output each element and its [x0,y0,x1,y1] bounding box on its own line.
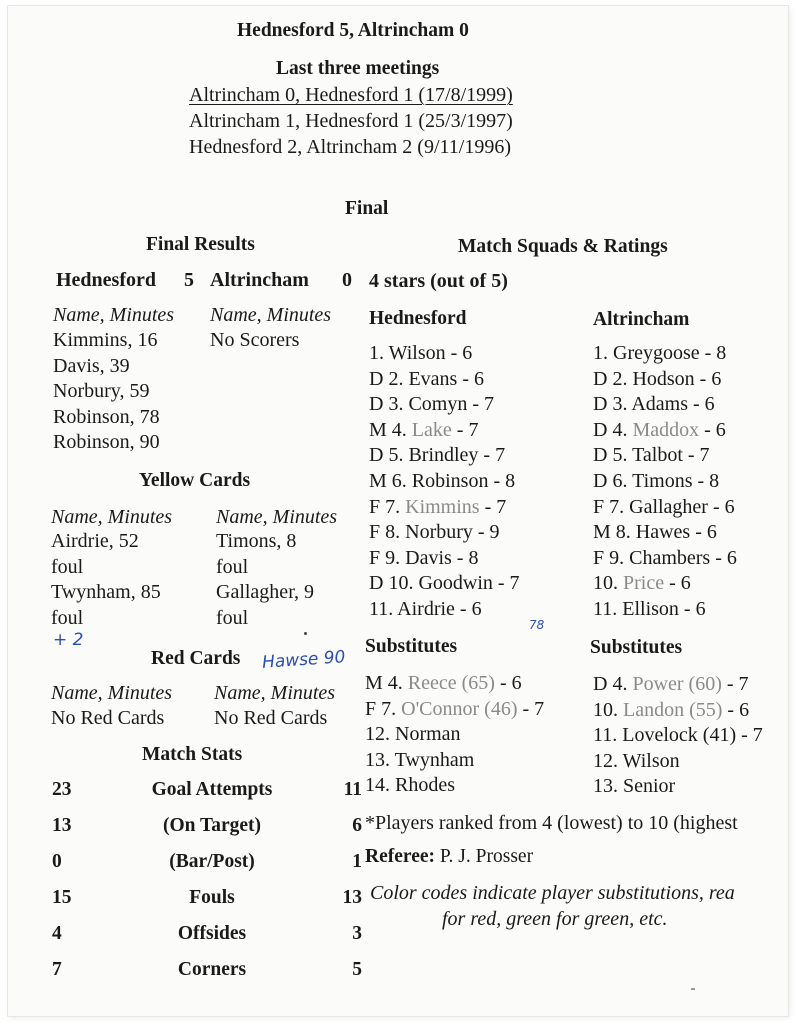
away-subs-list [593,672,763,800]
away-team-name: Altrincham [210,269,309,291]
sub-item: 13. Senior [593,775,676,798]
stat-home-value: 4 [52,923,62,944]
player-item: M 6. Robinson - 8 [369,469,516,492]
player-item: D 6. Timons - 8 [593,469,720,492]
yellow-col-header-away: Name, Minutes [216,506,338,528]
home-scorers-list [53,328,160,456]
meeting-3: Hednesford 2, Altrincham 2 (9/11/1996) [189,136,511,158]
stat-away-value: 5 [352,959,362,980]
stat-label: Goal Attempts [151,779,273,800]
player-item: F 7. Gallagher - 6 [593,495,735,518]
player-item: F 8. Norbury - 9 [369,521,500,544]
player-item: M 8. Hawes - 6 [593,521,717,544]
card-item: foul [51,606,84,629]
stat-home-value: 7 [52,959,62,980]
stat-away-value: 11 [343,779,362,800]
scorer-item: Robinson, 78 [53,405,160,428]
player-item: D 3. Comyn - 7 [369,393,494,416]
yellow-away-list [216,529,314,631]
match-title: Hednesford 5, Altrincham 0 [237,20,469,41]
card-item: foul [216,606,249,629]
paper-speck [304,632,307,635]
red-col-header-home: Name, Minutes [51,682,173,704]
handwritten-minute: 78 [529,618,545,632]
meetings-title: Last three meetings [276,58,440,79]
scorer-item: Robinson, 90 [53,431,160,454]
red-col-header-away: Name, Minutes [214,682,336,704]
home-team-score: 5 [184,269,194,291]
player-item: D 10. Goodwin - 7 [369,572,520,595]
final-results-heading: Final Results [146,234,255,255]
yellow-cards-heading: Yellow Cards [139,470,251,491]
stat-label: (On Target) [162,815,262,836]
player-item: D 2. Hodson - 6 [593,367,722,390]
stat-row-goal-attempts [52,779,362,815]
home-subs-list [365,671,544,799]
away-subs-heading: Substitutes [590,637,683,658]
scorer-item: No Scorers [210,329,300,351]
card-item: foul [51,555,84,578]
card-item: Timons, 8 [216,530,297,552]
player-item: 11. Airdrie - 6 [369,597,482,620]
stat-home-value: 0 [52,851,62,872]
ranking-note: *Players ranked from 4 (lowest) to 10 (highest [365,812,738,834]
scorer-item: Davis, 39 [53,354,130,377]
stat-home-value: 15 [52,887,72,908]
player-item: 1. Wilson - 6 [369,342,473,364]
stat-away-value: 3 [352,923,362,944]
card-item: Airdrie, 52 [51,530,139,552]
stat-label: Fouls [189,887,235,908]
stars-rating: 4 stars (out of 5) [369,270,508,292]
stat-row-corners [52,959,362,995]
sub-item: 10. Landon (55) - 6 [593,698,750,721]
referee-name: P. J. Prosser [439,846,534,867]
stat-away-value: 13 [342,887,362,908]
scorer-item: Norbury, 59 [53,380,150,403]
red-cards-heading: Red Cards [151,648,241,669]
player-item: M 4. Lake - 7 [369,418,479,441]
meeting-2: Altrincham 1, Hednesford 1 (25/3/1997) [189,110,513,132]
document-page [8,6,788,1016]
sub-item: 13. Twynham [365,748,475,771]
player-item: D 3. Adams - 6 [593,393,715,416]
squad-home-team: Hednesford [369,308,467,329]
sub-item: 14. Rhodes [365,774,455,797]
yellow-home-list [51,529,161,631]
stat-home-value: 13 [52,815,72,836]
player-item: F 9. Davis - 8 [369,546,479,569]
player-item: F 7. Kimmins - 7 [369,495,507,518]
stat-row-on-target [52,815,362,851]
squads-heading: Match Squads & Ratings [458,236,668,257]
home-squad-list [369,341,520,623]
stat-away-value: 6 [352,815,362,836]
stat-label: (Bar/Post) [169,851,255,872]
stat-home-value: 23 [52,779,72,800]
stat-row-fouls [52,887,362,923]
player-item: D 5. Brindley - 7 [369,444,506,467]
referee-line [365,846,533,868]
stat-row-offsides [52,923,362,959]
stat-away-value: 1 [352,851,362,872]
card-item: Gallagher, 9 [216,581,315,604]
stat-row-bar-post [52,851,362,887]
away-squad-list [593,341,737,623]
stat-label: Offsides [177,923,247,944]
color-note-line-1: Color codes indicate player substitutions, rea [370,882,735,904]
squad-away-team: Altrincham [593,309,690,330]
away-team-score: 0 [342,269,352,291]
red-home-value: No Red Cards [51,707,165,729]
player-item: D 2. Evans - 6 [369,367,484,390]
paper-speck [691,988,695,990]
player-item: F 9. Chambers - 6 [593,546,737,569]
home-subs-heading: Substitutes [365,636,458,657]
player-item: 10. Price - 6 [593,572,691,595]
card-item: Twynham, 85 [51,581,161,604]
player-item: 11. Ellison - 6 [593,597,706,620]
sub-item: 12. Wilson [593,749,680,772]
scorer-item: Kimmins, 16 [53,329,158,351]
scorers-col-header-away: Name, Minutes [210,304,332,326]
final-label: Final [345,198,389,219]
handwritten-hawse: Hawse 90 [261,647,347,673]
card-item: foul [216,555,249,578]
match-stats-heading: Match Stats [142,744,243,765]
meeting-1: Altrincham 0, Hednesford 1 (17/8/1999) [189,84,513,106]
color-note-line-2: for red, green for green, etc. [442,908,668,930]
player-item: 1. Greygoose - 8 [593,342,727,364]
stat-label: Corners [177,959,247,980]
sub-item: 12. Norman [365,723,461,746]
sub-item: D 4. Power (60) - 7 [593,673,749,695]
player-item: D 5. Talbot - 7 [593,444,710,467]
sub-item: M 4. Reece (65) - 6 [365,672,522,694]
sub-item: F 7. O'Connor (46) - 7 [365,697,545,720]
referee-label: Referee: [365,846,435,867]
handwritten-plus-two: + 2 [53,630,84,650]
home-team-name: Hednesford [56,269,156,291]
yellow-col-header-home: Name, Minutes [51,506,173,528]
scorers-col-header-home: Name, Minutes [53,304,175,326]
sub-item: 11. Lovelock (41) - 7 [593,724,763,747]
red-away-value: No Red Cards [214,707,328,729]
away-scorers-list [210,328,299,354]
player-item: D 4. Maddox - 6 [593,418,726,441]
